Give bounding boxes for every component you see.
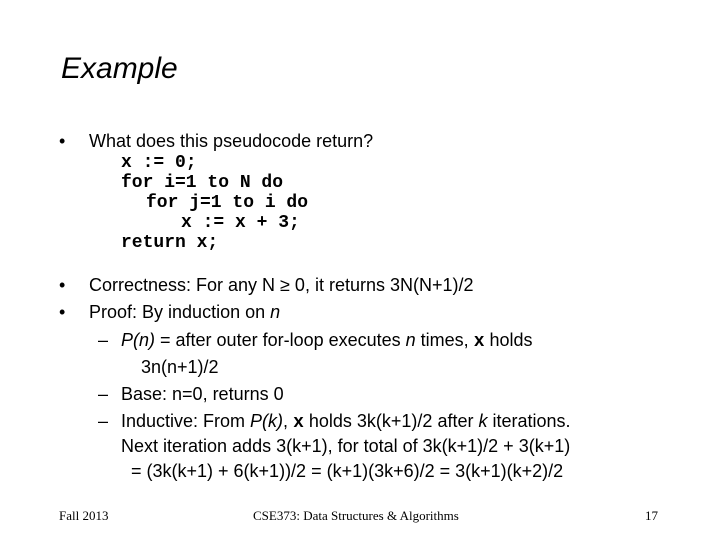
code-line-2: for i=1 to N do bbox=[121, 173, 284, 193]
pn-end: holds bbox=[484, 330, 533, 350]
slide-title: Example bbox=[61, 52, 178, 85]
code-line-3: for j=1 to i do bbox=[146, 193, 309, 213]
footer-course: CSE373: Data Structures & Algorithms bbox=[253, 508, 459, 523]
bullet-proof bbox=[89, 302, 280, 323]
ind-prefix: Inductive: From bbox=[121, 411, 251, 431]
pn-label: P(n) bbox=[121, 330, 156, 350]
bullet-marker: • bbox=[59, 131, 66, 151]
sub-bullet-inductive bbox=[121, 411, 571, 433]
bullet-correctness: Correctness: For any N ≥ 0, it returns 3N(N+1)/2 bbox=[89, 275, 474, 295]
code-line-5: return x; bbox=[121, 233, 219, 253]
pn-n: n bbox=[405, 330, 416, 350]
ind-end: iterations. bbox=[487, 411, 571, 431]
proof-prefix: Proof: By induction on bbox=[89, 302, 271, 322]
ind-comma: , bbox=[283, 411, 294, 431]
code-line-1: x := 0; bbox=[121, 153, 197, 173]
code-line-4: x := x + 3; bbox=[181, 213, 300, 233]
sub-bullet-pn-line2: 3n(n+1)/2 bbox=[141, 357, 219, 377]
footer-date: Fall 2013 bbox=[59, 508, 109, 523]
ind-k: k bbox=[478, 411, 488, 431]
ind-x: x bbox=[293, 413, 304, 433]
sub-bullet-marker: – bbox=[98, 330, 109, 350]
pn-x: x bbox=[473, 332, 485, 352]
footer-page-number: 17 bbox=[645, 508, 658, 523]
sub-bullet-marker: – bbox=[98, 411, 109, 431]
ind-mid: holds 3k(k+1)/2 after bbox=[303, 411, 479, 431]
sub-bullet-base: Base: n=0, returns 0 bbox=[121, 384, 284, 404]
bullet-marker: • bbox=[59, 302, 66, 322]
pn-text: = after outer for-loop executes bbox=[155, 330, 406, 350]
proof-variable: n bbox=[270, 302, 281, 322]
sub-bullet-inductive-line2: Next iteration adds 3(k+1), for total of 3k(k+1)/2 + 3(k+1) bbox=[121, 436, 571, 456]
sub-bullet-pn bbox=[121, 330, 533, 352]
pn-text-2: times, bbox=[415, 330, 474, 350]
ind-pk: P(k) bbox=[250, 411, 284, 431]
sub-bullet-marker: – bbox=[98, 384, 109, 404]
bullet-question: What does this pseudocode return? bbox=[89, 131, 374, 151]
sub-bullet-inductive-line3: = (3k(k+1) + 6(k+1))/2 = (k+1)(3k+6)/2 = 3(k+1)(k+2)/2 bbox=[131, 461, 564, 481]
bullet-marker: • bbox=[59, 275, 66, 295]
